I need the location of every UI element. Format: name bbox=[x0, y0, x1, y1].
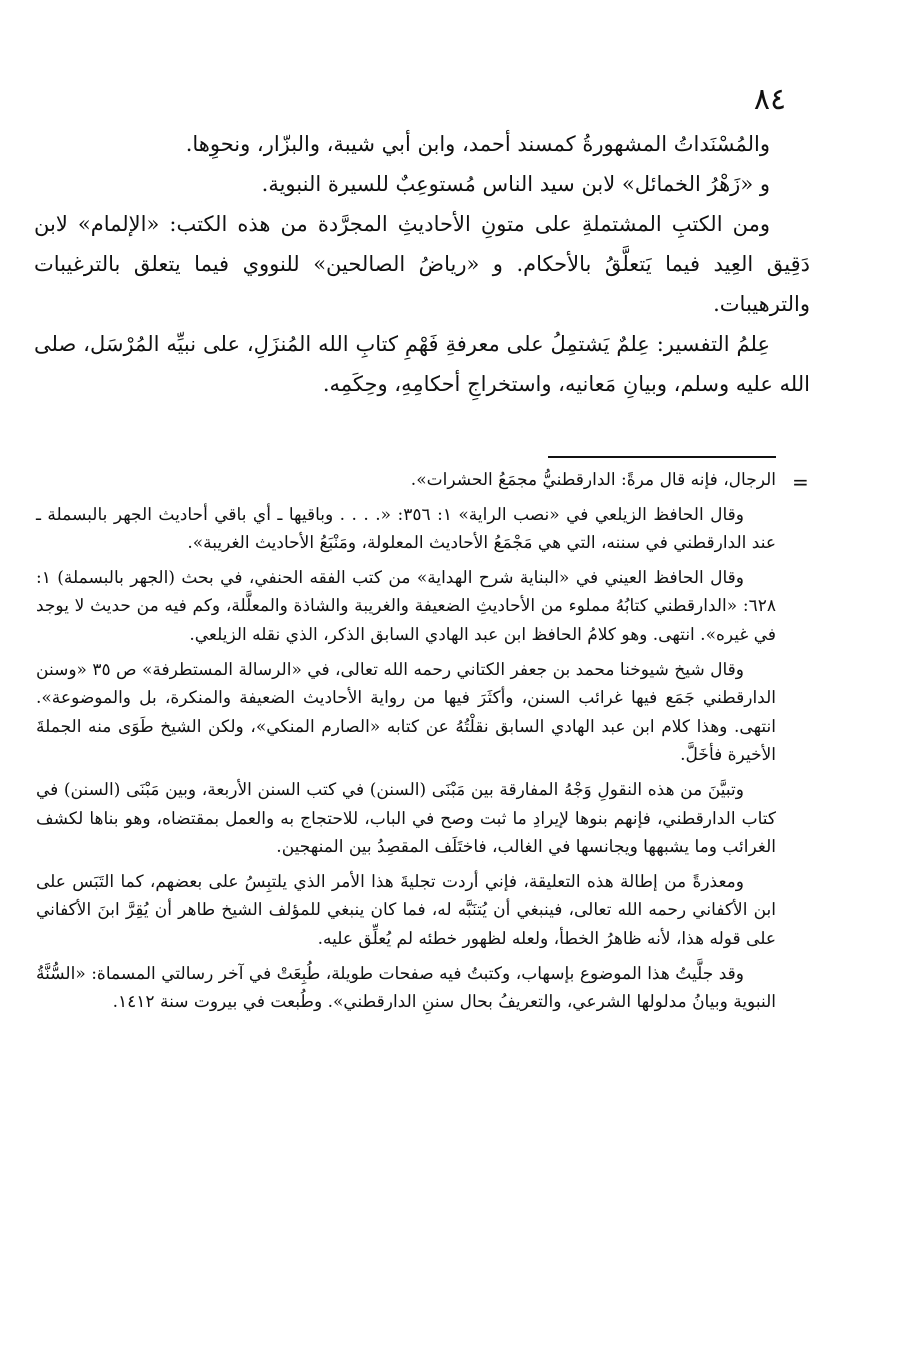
footnote-paragraph: وتبيَّنَ من هذه النقولِ وَجْهُ المفارقة بين مَبْنَى (السنن) في كتب السنن الأربعة، وبين مَبْنَى (السنن) في كتاب الدارقطني، فإنهم بنوها لإيرادِ ما ثبت وصح في الباب، للاحتجاج به والعمل بمقتضاه، وهو بناها لكشف الغرائب وما يشبهها ويجانسها في الغالب، فاختَلَف المقصِدُ بين المنهجين. bbox=[36, 779, 776, 858]
footnote-paragraph: وقال الحافظ الزيلعي في «نصب الراية» ١: ٣٥٦: «. . . . وباقيها ـ أي باقي أحاديث الجهر بالبسملة ـ عند الدارقطني في سننه، التي هي مَجْمَعُ الأحاديث المعلولة، ومَنْبَعُ الأحاديث الغريبة». bbox=[36, 504, 776, 554]
footnote-paragraph: ومعذرةً من إطالة هذه التعليقة، فإني أردت تجليةَ هذا الأمر الذي يلتبِسُ على بعضهم، كما التَبَس على ابن الأكفاني رحمه الله تعالى، فينبغي أن يُتنَبَّه له، فما كان ينبغي للمؤلف الشيخ طاهر أن يُقِرَّ ابنَ الأكفاني على قوله هذا، لأنه ظاهرُ الخطأ، ولعله لظهور خطئه لم يُعلِّق عليه. bbox=[36, 871, 776, 949]
main-paragraph: ومن الكتبِ المشتملةِ على متونِ الأحاديثِ المجرَّدة من هذه الكتب: «الإلمام» لابن دَقِيق العِيد فيما يَتعلَّقُ بالأحكام. و «رياضُ الصالحين» للنووي فيما يتعلق بالترغيبات والترهيبات. bbox=[34, 212, 810, 316]
main-paragraph: عِلمُ التفسير: عِلمٌ يَشتمِلُ على معرفةِ فَهْمِ كتابِ الله المُنزَلِ، على نبيِّه المُرْسَل، صلى الله عليه وسلم، وبيانِ مَعانيه، واستخراجِ أحكامِهِ، وحِكَمِه. bbox=[34, 332, 810, 396]
footnote-continuation-mark: = bbox=[792, 470, 809, 494]
main-paragraph: و «زَهْرُ الخمائل» لابن سيد الناس مُستوعِبٌ للسيرة النبوية. bbox=[261, 172, 770, 196]
footnote-paragraph: وقال شيخ شيوخنا محمد بن جعفر الكتاني رحمه الله تعالى، في «الرسالة المستطرفة» ص ٣٥ «وسنن الدارقطني جَمَع فيها غرائب السنن، وأكثَرَ فيها من رواية الأحاديث الضعيفة والمنكرة، بل والموضوعة». انتهى. وهذا كلام ابن عبد الهادي السابق نقلْتُهُ عن كتابه «الصارم المنكي»، ولكن الشيخ طَوَى منه الجملةَ الأخيرة فأخَلَّ. bbox=[36, 659, 776, 766]
page-number: ٨٤ bbox=[753, 82, 787, 117]
footnote-separator-line bbox=[548, 456, 776, 458]
main-text-body bbox=[34, 124, 810, 404]
main-paragraph: والمُسْنَداتُ المشهورةُ كمسند أحمد، وابن أبي شيبة، والبزّار، ونحوِها. bbox=[185, 132, 770, 156]
footnote-paragraph: وقال الحافظ العيني في «البناية شرح الهداية» من كتب الفقه الحنفي، في بحث (الجهر بالبسملة) ١: ٦٢٨: «الدارقطني كتابُهُ مملوء من الأحاديثِ الضعيفة والغريبة والشاذة والمعلَّلة، وكم فيه من حديث لا يوجد في غيره». انتهى. وهو كلامُ الحافظ ابن عبد الهادي السابق الذكر، الذي نقله الزيلعي. bbox=[36, 567, 776, 645]
footnote-paragraph: الرجال، فإنه قال مرةً: الدارقطنيُّ مجمَعُ الحشرات». bbox=[410, 470, 776, 490]
footnote-body bbox=[36, 466, 776, 1023]
footnote-paragraph: وقد جلَّيتُ هذا الموضوع بإسهاب، وكتبتُ فيه صفحات طويلة، طُبِعَتْ في آخر رسالتي المسماة: «السُّنَّةُ النبوية وبيانُ مدلولها الشرعي، والتعريفُ بحال سننِ الدارقطني». وطُبعت في بيروت سنة ١٤١٢. bbox=[36, 963, 776, 1013]
